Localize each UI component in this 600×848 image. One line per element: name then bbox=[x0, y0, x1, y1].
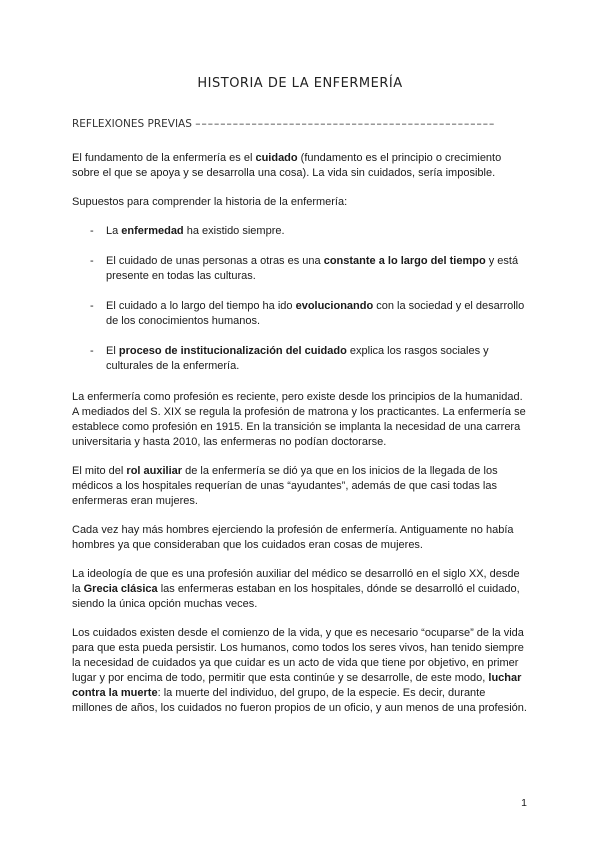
paragraph-care-foundation: El fundamento de la enfermería es el cuidado (fundamento es el principio o crecimiento sobre el que se apoya y se desarrolla una cosa). La vida sin cuidados, sería imposible. bbox=[72, 152, 502, 179]
section-heading bbox=[72, 118, 532, 130]
paragraph-auxiliary-myth: El mito del rol auxiliar de la enfermería se dió ya que en los inicios de la llegada de los médicos a los hospitales requerían de unas “ayudantes”, además de que casi todas las enfermeras eran mujeres. bbox=[72, 465, 498, 507]
emphasis-text: cuidado bbox=[255, 152, 298, 164]
emphasis-text: evolucionando bbox=[295, 300, 374, 312]
list-item bbox=[72, 224, 528, 239]
bullet-marker: - bbox=[90, 345, 94, 357]
emphasis-text: proceso de institucionalización del cuidado bbox=[118, 345, 347, 357]
emphasis-text: constante a lo largo del tiempo bbox=[323, 255, 486, 267]
list-item bbox=[72, 299, 528, 329]
assumptions-list bbox=[72, 224, 528, 374]
paragraph-care-origins: Los cuidados existen desde el comienzo de la vida, y que es necesario “ocuparse” de la vida para que esta pueda persistir. Los humanos, como todos los seres vivos, han tenido siempre la necesidad de cuidados ya que cuidar es un acto de vida que tiene por objetivo, en primer lugar y por encima de todo, permitir que esta continúe y se desarrolle, de este modo, luchar contra la muerte: la muerte del individuo, del grupo, de la especie. Es decir, durante millones de años, los cuidados no fueron propios de un oficio, y aun menos de una profesión. bbox=[72, 627, 527, 714]
page-number: 1 bbox=[521, 797, 527, 809]
emphasis-text: rol auxiliar bbox=[126, 465, 183, 477]
section-heading-text: REFLEXIONES PREVIAS bbox=[72, 118, 192, 130]
emphasis-text: Grecia clásica bbox=[83, 583, 158, 595]
list-item-text: El cuidado de unas personas a otras es una constante a lo largo del tiempo y está presente en todas las culturas. bbox=[106, 255, 519, 282]
list-item bbox=[72, 254, 528, 284]
bullet-marker: - bbox=[90, 255, 94, 267]
paragraph-profession-history: La enfermería como profesión es reciente, pero existe desde los principios de la humanidad. A mediados del S. XIX se regula la profesión de matrona y los practicantes. La enfermería se establece como profesión en 1915. En la transición se implanta la necesidad de una carrera universitaria y hasta 2010, las enfermeras no podían doctorarse. bbox=[72, 391, 526, 448]
paragraph-men-in-nursing: Cada vez hay más hombres ejerciendo la profesión de enfermería. Antiguamente no había hombres ya que consideraban que los cuidados eran cosas de mujeres. bbox=[72, 524, 514, 551]
document-body bbox=[72, 151, 528, 730]
list-item-text: La enfermedad ha existido siempre. bbox=[106, 225, 285, 237]
emphasis-text: luchar contra la muerte bbox=[72, 672, 522, 699]
paragraph-assumptions-intro: Supuestos para comprender la historia de la enfermería: bbox=[72, 196, 348, 208]
paragraph-auxiliary-ideology: La ideología de que es una profesión auxiliar del médico se desarrolló en el siglo XX, desde la Grecia clásica las enfermeras estaban en los hospitales, dónde se desarrolló el cuidado, siendo la única opción muchas veces. bbox=[72, 568, 520, 610]
list-item-text: El cuidado a lo largo del tiempo ha ido evolucionando con la sociedad y el desarrollo de los conocimientos humanos. bbox=[106, 300, 525, 327]
emphasis-text: enfermedad bbox=[121, 225, 184, 237]
document-title: HISTORIA DE LA ENFERMERÍA bbox=[197, 76, 403, 91]
bullet-marker: - bbox=[90, 300, 94, 312]
list-item bbox=[72, 344, 528, 374]
bullet-marker: - bbox=[90, 225, 94, 237]
list-item-text: El proceso de institucionalización del cuidado explica los rasgos sociales y culturales de la enfermería. bbox=[106, 345, 489, 372]
section-heading-rule: –––––––––––––––––––––––––––––––––––––––––––––––– bbox=[195, 118, 496, 130]
